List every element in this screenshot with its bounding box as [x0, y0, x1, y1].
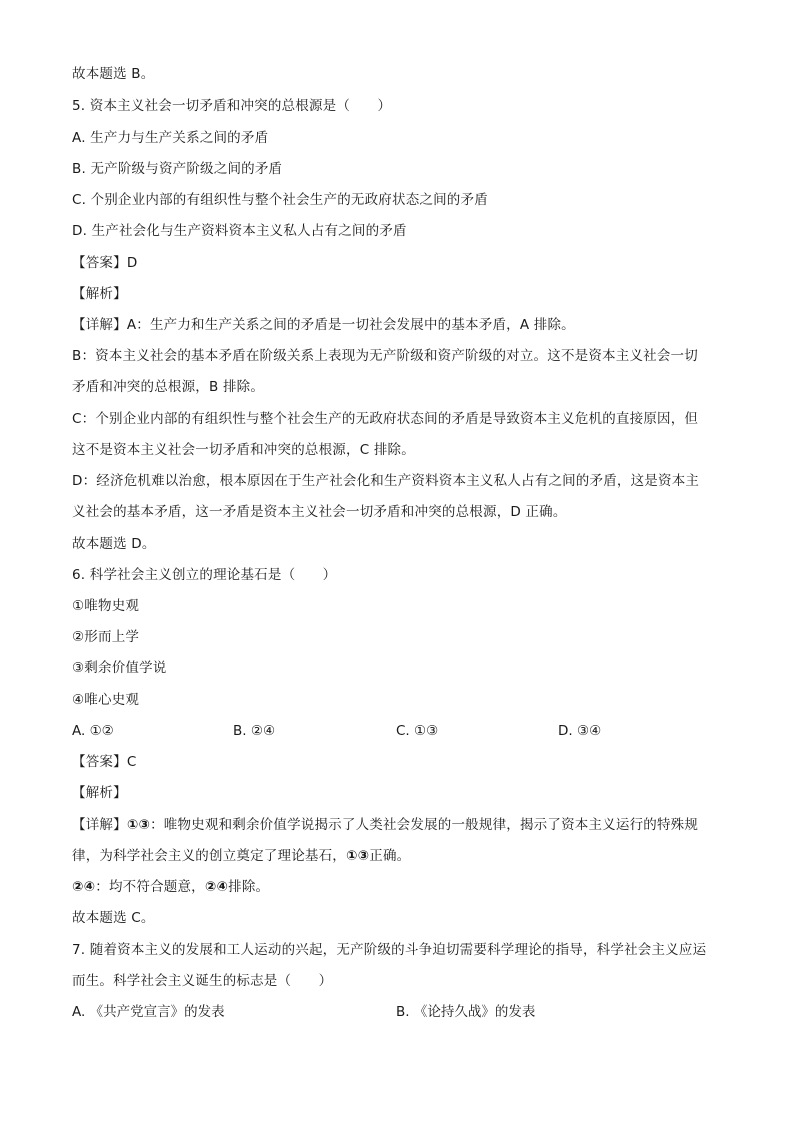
answer-value: C [126, 754, 137, 770]
detail-text: ：唯物史观和剩余价值学说揭示了人类社会发展的一般规律，揭示了资本主义运行的特殊规 [150, 817, 699, 833]
q6-conclusion: 故本题选 C。 [72, 910, 155, 926]
q6-answer [72, 752, 136, 772]
detail-text: ：均不符合题意， [95, 879, 205, 895]
q6-item-3: ③剩余价值学说 [72, 660, 167, 676]
q6-analysis-tag: 【解析】 [72, 785, 127, 801]
q6-option-c: C. ①③ [396, 723, 439, 739]
q6-item-1: ①唯物史观 [72, 598, 140, 614]
q6-question: 6. 科学社会主义创立的理论基石是（ ） [72, 567, 337, 583]
q7-option-b: B. 《论持久战》的发表 [396, 1004, 536, 1020]
q5-detail-d-1: D：经济危机难以治愈，根本原因在于生产社会化和生产资料资本主义私人占有之间的矛盾，这是资本主 [72, 473, 700, 489]
q5-question: 5. 资本主义社会一切矛盾和冲突的总根源是（ ） [72, 98, 392, 114]
detail-choice-ref: ②④ [204, 879, 229, 895]
detail-choice-ref: ①③ [126, 817, 151, 833]
detail-text: 律，为科学社会主义的创立奠定了理论基石， [72, 848, 346, 864]
q5-option-d: D. 生产社会化与生产资料资本主义私人占有之间的矛盾 [72, 223, 407, 239]
q6-option-a: A. ①② [72, 723, 114, 739]
q6-detail-2 [72, 846, 410, 866]
q5-conclusion: 故本题选 D。 [72, 536, 156, 552]
q6-item-2: ②形而上学 [72, 629, 140, 645]
q5-detail-b-2: 矛盾和冲突的总根源，B 排除。 [72, 379, 265, 395]
q7-option-a: A. 《共产党宣言》的发表 [72, 1004, 225, 1020]
q7-question-1: 7. 随着资本主义的发展和工人运动的兴起，无产阶级的斗争迫切需要科学理论的指导，科学社会主义应运 [72, 942, 707, 958]
q5-option-a: A. 生产力与生产关系之间的矛盾 [72, 130, 269, 146]
q6-option-d: D. ③④ [558, 723, 602, 739]
detail-tag: 【详解】 [72, 817, 127, 833]
detail-text: A：生产力和生产关系之间的矛盾是一切社会发展中的基本矛盾，A 排除。 [126, 317, 575, 333]
q6-detail-1 [72, 815, 698, 835]
answer-tag: 【答案】 [72, 255, 127, 271]
q5-detail-a [72, 315, 575, 335]
answer-tag: 【答案】 [72, 754, 127, 770]
q5-detail-d-2: 义社会的基本矛盾，这一矛盾是资本主义社会一切矛盾和冲突的总根源，D 正确。 [72, 504, 567, 520]
q6-item-4: ④唯心史观 [72, 692, 140, 708]
detail-tag: 【详解】 [72, 317, 127, 333]
q7-question-2: 而生。科学社会主义诞生的标志是（ ） [72, 973, 333, 989]
q4-conclusion: 故本题选 B。 [72, 66, 155, 82]
q6-option-b: B. ②④ [233, 723, 276, 739]
q5-detail-c-1: C：个别企业内部的有组织性与整个社会生产的无政府状态间的矛盾是导致资本主义危机的直接原因，但 [72, 411, 699, 427]
detail-text: 排除。 [228, 879, 270, 895]
detail-choice-ref: ①③ [346, 848, 370, 864]
q5-detail-b-1: B：资本主义社会的基本矛盾在阶级关系上表现为无产阶级和资产阶级的对立。这不是资本主义社会一切 [72, 348, 698, 364]
q5-option-b: B. 无产阶级与资产阶级之间的矛盾 [72, 161, 283, 177]
q5-detail-c-2: 这不是资本主义社会一切矛盾和冲突的总根源，C 排除。 [72, 442, 415, 458]
q5-option-c: C. 个别企业内部的有组织性与整个社会生产的无政府状态之间的矛盾 [72, 192, 488, 208]
detail-text: 正确。 [369, 848, 411, 864]
q5-answer [72, 253, 137, 273]
answer-value: D [126, 255, 138, 271]
q6-detail-3 [72, 877, 269, 897]
detail-choice-ref: ②④ [72, 879, 96, 895]
q5-analysis-tag: 【解析】 [72, 286, 127, 302]
